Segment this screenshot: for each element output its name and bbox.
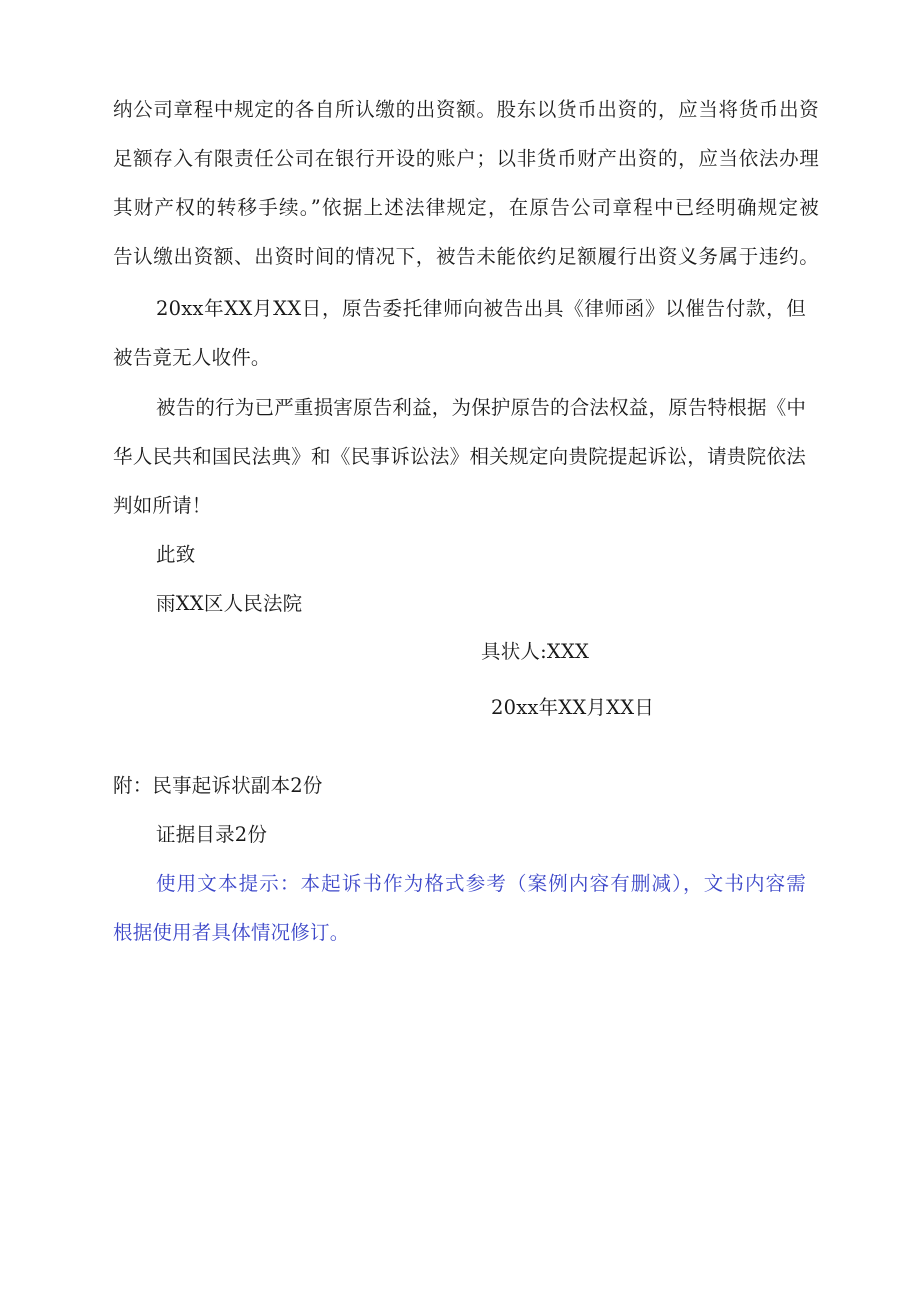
plaintiff-signature: 具状人:XXX — [481, 640, 590, 663]
text-line: 被告的行为已严重损害原告利益，为保护原告的合法权益，原告特根据《中 — [156, 396, 807, 419]
text-line: 其财产权的转移手续。”依据上述法律规定，在原告公司章程中已经明确规定被 — [113, 196, 819, 219]
attachment-line: 证据目录2份 — [156, 823, 268, 846]
court-name: 雨XX区人民法院 — [156, 592, 303, 615]
text-line: 纳公司章程中规定的各自所认缴的出资额。股东以货币出资的，应当将货币出资 — [113, 98, 819, 121]
text-line: 20xx年XX月XX日，原告委托律师向被告出具《律师函》以催告付款，但 — [156, 297, 806, 320]
text-line: 判如所请！ — [113, 494, 212, 517]
usage-note-line: 使用文本提示：本起诉书作为格式参考（案例内容有删减），文书内容需 — [156, 872, 806, 895]
text-line: 华人民共和国民法典》和《民事诉讼法》相关规定向贵院提起诉讼，请贵院依法 — [113, 445, 806, 468]
filing-date: 20xx年XX月XX日 — [491, 696, 655, 719]
salutation: 此致 — [156, 543, 196, 566]
usage-note-line: 根据使用者具体情况修订。 — [113, 921, 350, 944]
text-line: 足额存入有限责任公司在银行开设的账户；以非货币财产出资的，应当依法办理 — [113, 147, 819, 170]
text-line: 被告竟无人收件。 — [113, 346, 271, 369]
attachment-line: 附：民事起诉状副本2份 — [113, 774, 323, 797]
text-line: 告认缴出资额、出资时间的情况下，被告未能依约足额履行出资义务属于违约。 — [113, 245, 819, 268]
